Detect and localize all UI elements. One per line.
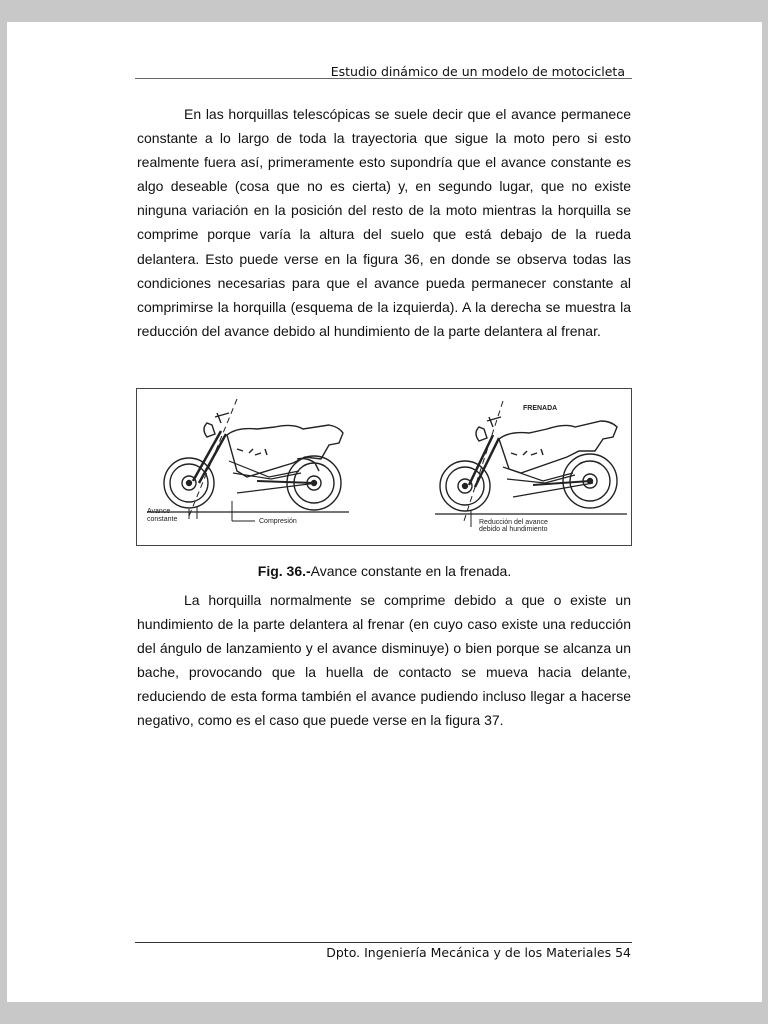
left-motorcycle-drawing <box>147 399 349 521</box>
paragraph-line: realmente fuera así, primeramente esto supondría que el avance constante es <box>137 154 631 171</box>
document-page <box>7 22 762 1002</box>
label-compresion: Compresión <box>259 518 297 525</box>
paragraph-line: ninguna variación en la posición del resto de la moto mientras la horquilla se <box>137 202 631 219</box>
label-avance-constante-1: Avance <box>147 508 171 515</box>
paragraph-line: constante a lo largo de toda la trayectoria que sigue la moto pero si esto <box>137 130 631 147</box>
paragraph-line: hundimiento de la parte delantera al frenar (en cuyo caso existe una reducción <box>137 616 631 633</box>
paragraph-line: reduciendo de esta forma también el avance pudiendo incluso llegar a hacerse <box>137 688 631 705</box>
paragraph-line: comprimirse la horquilla (esquema de la izquierda). A la derecha se muestra la <box>137 298 631 315</box>
paragraph-line: bache, provocando que la huella de contacto se mueva hacia delante, <box>137 664 631 681</box>
paragraph-line: del ángulo de lanzamiento y el avance disminuye) o bien porque se alcanza un <box>137 640 631 657</box>
paragraph-line: negativo, como es el caso que puede verse en la figura 37. <box>137 712 504 729</box>
paragraph-2 <box>137 588 631 733</box>
paragraph-1 <box>137 102 631 343</box>
right-motorcycle-drawing <box>435 401 627 527</box>
paragraph-line: La horquilla normalmente se comprime debido a que o existe un <box>184 592 631 608</box>
label-reduccion-avance-1: Reducción del avance <box>479 519 548 526</box>
caption-text: Avance constante en la frenada. <box>310 563 512 579</box>
running-header: Estudio dinámico de un modelo de motocicleta <box>330 64 625 79</box>
label-frenada: FRENADA <box>523 405 558 412</box>
paragraph-line: En las horquillas telescópicas se suele decir que el avance permanece <box>184 106 631 122</box>
paragraph-line: condiciones necesarias para que el avance pueda permanecer constante al <box>137 274 631 291</box>
paragraph-line: algo deseable (cosa que no es cierta) y, en segundo lugar, que no existe <box>137 178 631 195</box>
paragraph-line: delantera. Esto puede verse en la figura 36, en donde se observa todas las <box>137 250 631 267</box>
label-reduccion-avance-2: debido al hundimiento <box>479 526 548 533</box>
figure-caption <box>7 563 762 579</box>
caption-label: Fig. 36.- <box>257 563 311 579</box>
figure-36-motorcycle-diagrams <box>136 388 632 546</box>
running-footer: Dpto. Ingeniería Mecánica y de los Materiales 54 <box>326 945 631 960</box>
paragraph-line: comprime porque varía la altura del suelo que está debajo de la rueda <box>137 226 631 243</box>
paragraph-line: reducción del avance debido al hundimiento de la parte delantera al frenar. <box>137 322 601 339</box>
header-rule <box>135 78 632 79</box>
label-avance-constante-2: constante <box>147 516 178 523</box>
footer-rule <box>135 942 632 943</box>
